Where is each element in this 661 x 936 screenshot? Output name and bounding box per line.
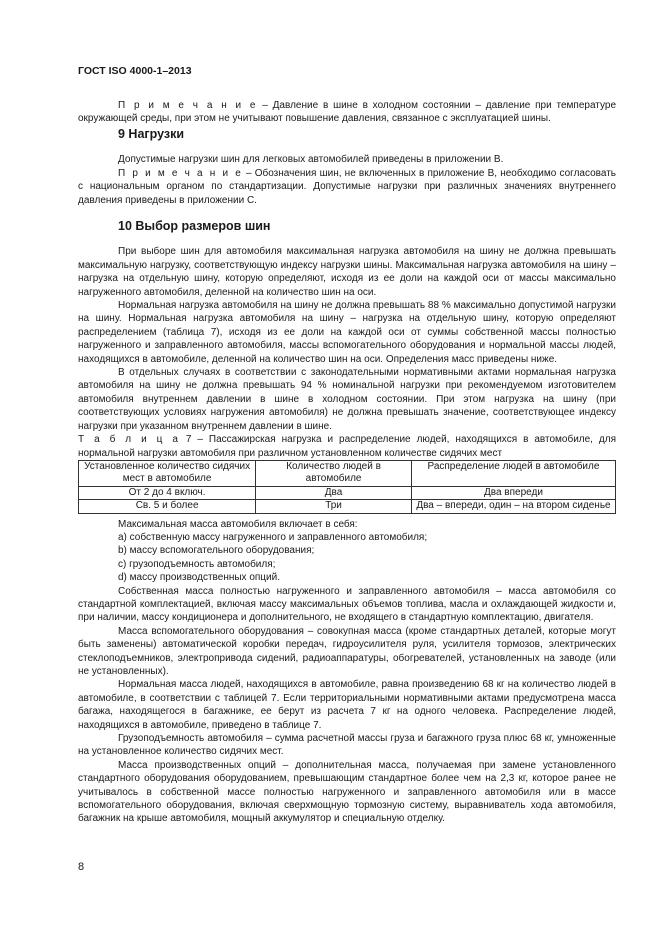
table-row [79,486,616,499]
definition-production-options-mass: Масса производственных опций – дополнительная масса, получаемая при замене установленного стандартного оборудования оборудованием, превышающим стандартное более чем на 2,3 кг, которое ранее не учитывалось в собственной массе полностью нагруженного и заправленного автомобиля или в массе вспомогательного оборудования, включая сверхмощную тормозную систему, выравниватель хода автомобиля, багажник на крыше автомобиля, мощный аккумулятор и специальную отделку. [78,759,616,825]
table-cell: Три [256,500,412,513]
list-item: c) грузоподъемность автомобиля; [118,558,276,570]
table-caption-label: Т а б л и ц а [78,434,180,446]
page-number: 8 [78,861,85,873]
table-header-cell: Количество людей в автомобиле [256,460,412,486]
section-10 [78,220,616,826]
table-cell: Св. 5 и более [79,500,256,513]
table-cell: Два впереди [411,486,615,499]
note-1 [78,99,616,126]
table-7 [78,460,616,514]
table-caption [78,433,616,460]
definition-occupant-mass: Нормальная масса людей, находящихся в автомобиле, равна произведению 68 кг на количество людей в автомобиле, в соответствии с таблицей 7. Если территориальными нормативными актами предусмотрена масса багажа, находящегося в багажнике, ее берут из расчета 7 кг на одного человека. Распределение людей, находящихся в автомобиле, приведено в таблице 7. [78,679,616,731]
section-9-title: 9 Нагрузки [118,127,185,141]
table-header-cell: Установленное количество сидячих мест в автомобиле [79,460,256,486]
section-10-paragraph-2: Нормальная нагрузка автомобиля на шину не должна превышать 88 % максимально допустимой нагрузки на шину. Нормальная нагрузка автомобиля на шину – нагрузка на отдельную шину, которую определяют распределением (таблица 7), исходя из ее доли на каждой оси от суммы собственной массы полностью нагруженного и заправленного автомобиля, массы вспомогательного оборудования и нормальной массы людей, находящихся в автомобиле, деленной на количество шин на оси. Определения масс приведены ниже. [78,300,616,365]
definition-accessory-mass: Масса вспомогательного оборудования – совокупная масса (кроме стандартных деталей, которые могут быть заменены) автоматической коробки передач, гидроусилителя руля, усилителя тормозов, электрических стеклоподъемников, электропривода сидений, радиоаппаратуры, обогревателей, установленных на заводе (или не установленных). [78,625,616,677]
list-item: d) массу производственных опций. [118,572,280,584]
section-9-paragraph-1: Допустимые нагрузки шин для легковых автомобилей приведены в приложении В. [118,154,504,166]
list-item: b) массу вспомогательного оборудования; [118,545,315,557]
table-header-row [79,460,616,486]
table-cell: Два [256,486,412,499]
table-header-cell: Распределение людей в автомобиле [411,460,615,486]
section-9 [78,128,616,207]
note-1-paragraph [78,99,616,126]
standard-header: ГОСТ ISO 4000-1–2013 [78,65,192,77]
definition-payload: Грузоподъемность автомобиля – сумма расчетной массы груза и багажного груза плюс 68 кг, умноженные на установленное количество сидячих мест. [78,733,616,758]
list-item: a) собственную массу нагруженного и заправленного автомобиля; [118,531,428,543]
definition-curb-mass: Собственная масса полностью нагруженного и заправленного автомобиля – масса автомобиля со стандартной комплектацией, включая массу максимальных объемов топлива, масла и охлаждающей жидкости и, при наличии, массу кондиционера и дополнительного, не входящего в стандартную комплектацию, двигателя. [78,585,616,624]
table-cell: От 2 до 4 включ. [79,486,256,499]
list-intro: Максимальная масса автомобиля включает в себя: [118,518,358,530]
note-1-text: – Давление в шине в холодном состоянии – давление при температуре окружающей среды, при этом не учитывают повышение давления, связанное с эксплуатацией шины. [78,100,616,125]
section-10-paragraph-3: В отдельных случаях в соответствии с законодательными нормативными актами нормальная нагрузка автомобиля на шину не должна превышать 94 % номинальной нагрузки при рекомендуемом изготовителем автомобиля внутреннем давлении в шине в холодном состоянии. При этом нагрузка на шину (при соответствующих условиях нагружения автомобиля) не должна превышать значение, соответствующее индексу нагрузки при указанном внутреннем давлении в шине. [78,367,616,432]
section-9-note [78,167,616,207]
section-10-title: 10 Выбор размеров шин [118,219,271,233]
table-row [79,500,616,513]
section-10-paragraph-1: При выборе шин для автомобиля максимальная нагрузка автомобиля на шину не должна превышать максимальную нагрузку, соответствующую индексу нагрузки шины. Максимальная нагрузка автомобиля на шину – нагрузка на отдельную шину, которую определяют, исходя из ее доли на каждой оси от массы максимально нагруженного автомобиля, деленной на количество шин на оси. [78,246,616,298]
note-1-label: П р и м е ч а н и е [118,100,258,111]
section-9-note-text: – Обозначения шин, не включенных в приложение В, необходимо согласовать с национальным органом по стандартизации. Допустимые нагрузки при различных значениях внутреннего давления приведены в приложении С. [78,167,616,206]
table-cell: Два – впереди, один – на втором сиденье [411,500,615,513]
section-9-note-label: П р и м е ч а н и е [118,167,243,179]
table-caption-text: 7 – Пассажирская нагрузка и распределение людей, находящихся в автомобиле, для нормальной нагрузки автомобиля при различном установленном количестве сидячих мест [78,434,617,459]
